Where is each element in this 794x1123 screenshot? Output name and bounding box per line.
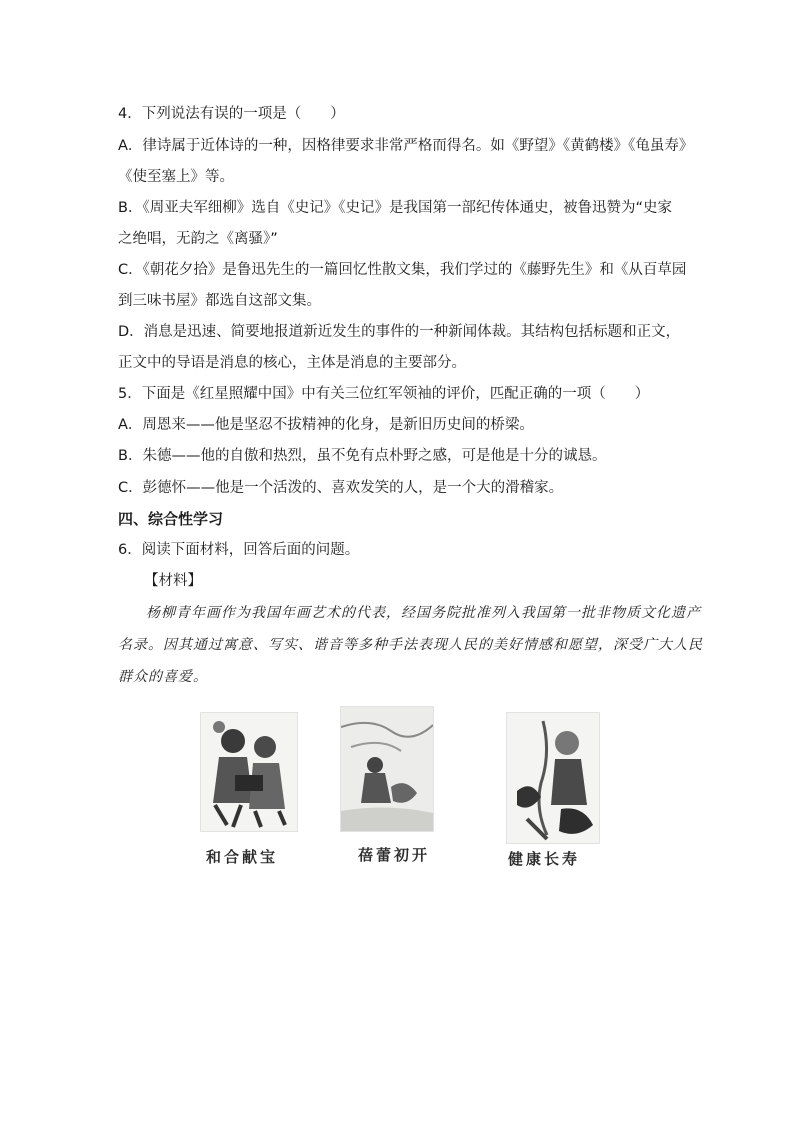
q4-option-b-line1: B．《周亚夫军细柳》选自《史记》《史记》是我国第一部纪传体通史，被鲁迅赞为“史家 <box>118 200 672 216</box>
material-line-3: 群众的喜爱。 <box>118 669 208 685</box>
nianhua-caption-1: 和合献宝 <box>206 848 279 866</box>
nianhua-image-2 <box>340 706 434 832</box>
q5-stem: 5．下面是《红星照耀中国》中有关三位红军领袖的评价，匹配正确的一项（ ） <box>118 386 650 402</box>
q4-option-c-line1: C．《朝花夕拾》是鲁迅先生的一篇回忆性散文集，我们学过的《藤野先生》和《从百草园 <box>118 262 687 278</box>
q4-stem: 4．下列说法有误的一项是（ ） <box>118 106 345 122</box>
q4-option-a-line1: A．律诗属于近体诗的一种，因格律要求非常严格而得名。如《野望》《黄鹤楼》《龟虽寿》 <box>118 138 694 154</box>
material-line-1: 杨柳青年画作为我国年画艺术的代表，经国务院批准列入我国第一批非物质文化遗产 <box>146 605 701 621</box>
material-label: 【材料】 <box>144 573 202 589</box>
q4-option-c-line2: 到三味书屋》都选自这部文集。 <box>118 293 321 309</box>
q4-option-d-line1: D．消息是迅速、简要地报道新近发生的事件的一种新闻体裁。其结构包括标题和正文， <box>118 324 681 340</box>
nianhua-image-3 <box>506 712 600 844</box>
q5-option-a: A．周恩来——他是坚忍不拔精神的化身，是新旧历史间的桥梁。 <box>118 417 534 433</box>
material-line-2: 名录。因其通过寓意、写实、谐音等多种手法表现人民的美好情感和愿望，深受广大人民 <box>118 637 703 653</box>
nianhua-caption-3: 健康长寿 <box>508 850 581 868</box>
nianhua-caption-2: 蓓蕾初开 <box>358 846 431 864</box>
q4-option-a-line2: 《使至塞上》等。 <box>118 169 234 185</box>
q4-option-d-line2: 正文中的导语是消息的核心，主体是消息的主要部分。 <box>118 355 466 371</box>
q5-option-c: C．彭德怀——他是一个活泼的、喜欢发笑的人，是一个大的滑稽家。 <box>118 480 564 496</box>
q4-option-b-line2: 之绝唱，无韵之《离骚》” <box>118 231 278 247</box>
section-heading: 四、综合性学习 <box>118 510 224 528</box>
q5-option-b: B．朱德——他的自傲和热烈，虽不免有点朴野之感，可是他是十分的诚恳。 <box>118 448 607 464</box>
nianhua-image-1 <box>200 712 298 832</box>
q6-stem: 6．阅读下面材料，回答后面的问题。 <box>118 542 360 558</box>
